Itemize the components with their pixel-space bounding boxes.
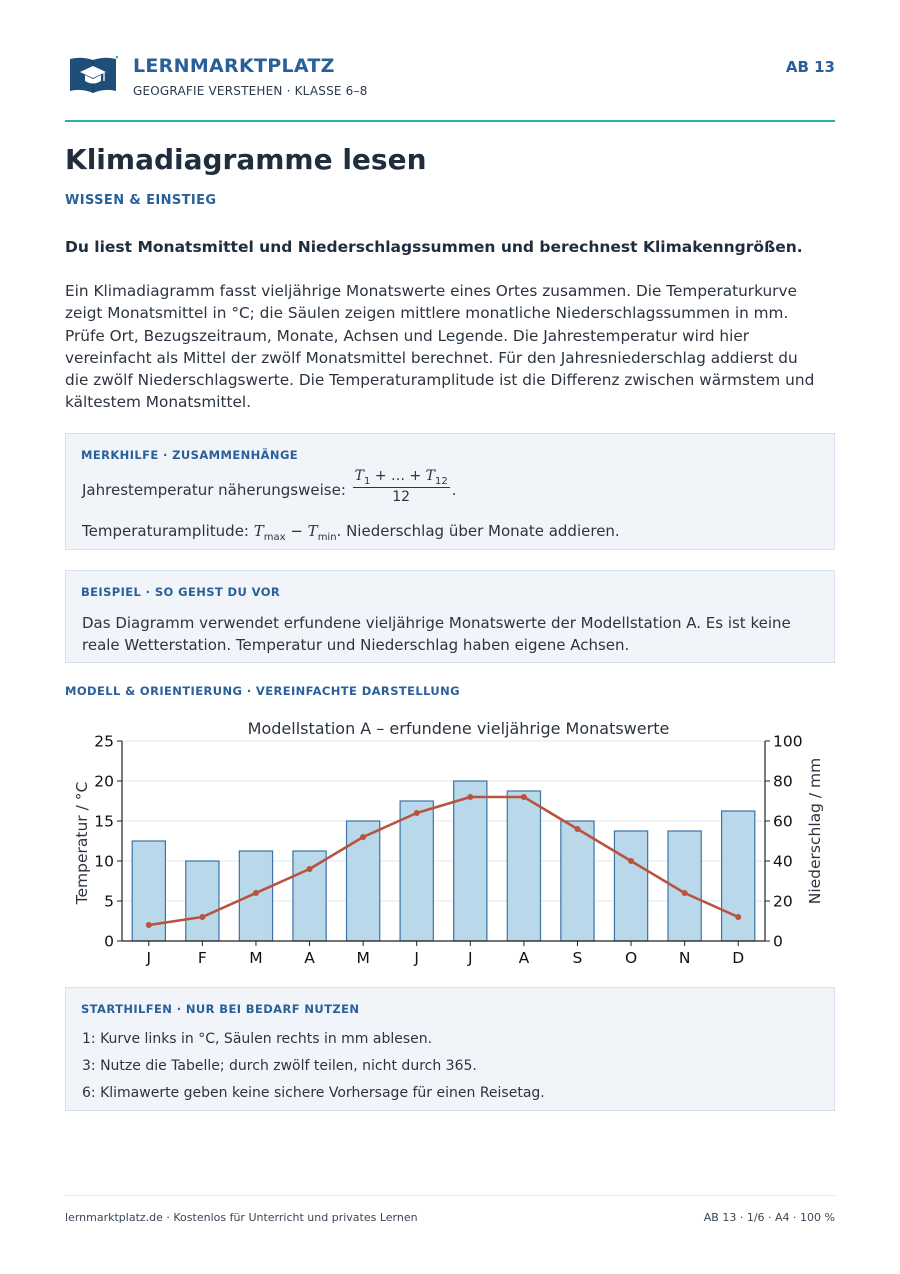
brand-name: LERNMARKTPLATZ bbox=[133, 55, 335, 77]
climate-chart bbox=[65, 712, 835, 972]
left-tick-label: 25 bbox=[94, 732, 114, 751]
temperature-point bbox=[735, 914, 741, 920]
fraction-numerator: $T_1$ + … + $T_{12}$ bbox=[354, 468, 448, 487]
merkhilfe-box bbox=[65, 433, 835, 550]
graduation-book-icon bbox=[68, 55, 118, 97]
temperature-point bbox=[682, 890, 688, 896]
x-tick-label: O bbox=[624, 949, 638, 967]
header-divider bbox=[65, 120, 835, 122]
x-tick-label: J bbox=[146, 949, 152, 967]
temperature-point bbox=[414, 810, 420, 816]
climate-chart-svg bbox=[65, 712, 835, 972]
beispiel-title: BEISPIEL · SO GEHST DU VOR bbox=[81, 585, 281, 599]
left-axis-label: Temperatur / °C bbox=[73, 781, 91, 905]
precipitation-bar bbox=[454, 781, 487, 941]
precipitation-bar bbox=[400, 801, 433, 941]
starthilfen-box bbox=[65, 987, 835, 1111]
right-tick-label: 0 bbox=[773, 932, 783, 951]
section-tag-model: MODELL & ORIENTIERUNG · VEREINFACHTE DARSTELLUNG bbox=[65, 684, 461, 698]
temperature-point bbox=[307, 866, 313, 872]
left-tick-label: 20 bbox=[94, 772, 114, 791]
beispiel-line: reale Wetterstation. Temperatur und Niederschlag haben eigene Achsen. bbox=[82, 636, 630, 654]
right-tick-label: 80 bbox=[773, 772, 793, 791]
beispiel-box bbox=[65, 570, 835, 663]
formula-label: Jahrestemperatur näherungsweise: bbox=[82, 480, 346, 499]
hint-item: 6: Klimawerte geben keine sichere Vorhersage für einen Reisetag. bbox=[82, 1085, 545, 1101]
temperature-point bbox=[146, 922, 152, 928]
right-axis-label: Niederschlag / mm bbox=[806, 757, 824, 905]
intro-line: zeigt Monatsmittel in °C; die Säulen zeigen mittlere monatliche Niederschlagssummen in mm. bbox=[65, 304, 789, 323]
fraction-denominator: 12 bbox=[392, 488, 411, 505]
starthilfen-title: STARTHILFEN · NUR BEI BEDARF NUTZEN bbox=[81, 1002, 360, 1016]
left-tick-label: 0 bbox=[104, 932, 114, 951]
footer-site-text: lernmarktplatz.de · Kostenlos für Unterricht und privates Lernen bbox=[65, 1211, 418, 1224]
precipitation-bar bbox=[507, 791, 540, 941]
footer-page-info: AB 13 · 1/6 · A4 · 100 % bbox=[703, 1211, 835, 1224]
footer-divider bbox=[65, 1195, 835, 1196]
x-tick-label: J bbox=[414, 949, 419, 967]
precipitation-bar bbox=[561, 821, 594, 941]
temperature-point bbox=[467, 794, 473, 800]
x-tick-label: S bbox=[572, 949, 583, 967]
intro-line: Ein Klimadiagramm fasst vieljährige Monatswerte eines Ortes zusammen. Die Temperaturkurve bbox=[65, 282, 797, 300]
merkhilfe-formula-line: Jahrestemperatur näherungsweise: $\frac{T_1 + \dots + T_{12}}{12}$ . bbox=[82, 468, 457, 505]
right-tick-label: 40 bbox=[773, 852, 793, 871]
right-tick-label: 100 bbox=[773, 732, 803, 751]
beispiel-line: Das Diagramm verwendet erfundene vieljährige Monatswerte der Modellstation A. Es ist keine bbox=[82, 614, 791, 632]
hint-item: 1: Kurve links in °C, Säulen rechts in mm ablesen. bbox=[82, 1031, 433, 1047]
x-tick-label: D bbox=[732, 949, 745, 967]
x-tick-label: A bbox=[304, 949, 315, 967]
temperature-point bbox=[628, 858, 634, 864]
x-tick-label: M bbox=[249, 949, 263, 967]
hint-item: 3: Nutze die Tabelle; durch zwölf teilen, nicht durch 365. bbox=[82, 1058, 477, 1074]
precipitation-bar bbox=[186, 861, 219, 941]
document-id: AB 13 bbox=[785, 58, 835, 76]
brand-subtitle: GEOGRAFIE VERSTEHEN · KLASSE 6–8 bbox=[133, 84, 368, 98]
intro-line: Prüfe Ort, Bezugszeitraum, Monate, Achsen und Legende. Die Jahrestemperatur wird hier bbox=[65, 326, 750, 345]
right-tick-label: 60 bbox=[773, 812, 793, 831]
page-header bbox=[65, 50, 835, 120]
intro-line: vereinfacht als Mittel der zwölf Monatsmittel berechnet. Für den Jahresniederschlag addierst du bbox=[65, 348, 798, 367]
intro-line: kältestem Monatsmittel. bbox=[65, 393, 252, 412]
x-tick-label: N bbox=[678, 949, 691, 967]
temperature-point bbox=[574, 826, 580, 832]
precipitation-bar bbox=[614, 831, 647, 941]
temperature-point bbox=[360, 834, 366, 840]
merkhilfe-title: MERKHILFE · ZUSAMMENHÄNGE bbox=[81, 448, 299, 462]
merkhilfe-amplitude-line: Temperaturamplitude: $T_{max} - T_{min}$. Niederschlag über Monate addieren. bbox=[82, 522, 620, 543]
temperature-point bbox=[199, 914, 205, 920]
intro-line: die zwölf Niederschlagswerte. Die Temperaturamplitude ist die Differenz zwischen wärmstem und bbox=[65, 371, 815, 390]
precipitation-bar bbox=[722, 811, 755, 941]
page-title: Klimadiagramme lesen bbox=[65, 143, 427, 176]
x-tick-label: F bbox=[197, 949, 207, 967]
section-tag-intro: WISSEN & EINSTIEG bbox=[65, 193, 217, 208]
intro-paragraph bbox=[65, 280, 835, 414]
left-tick-label: 5 bbox=[104, 892, 114, 911]
lead-sentence: Du liest Monatsmittel und Niederschlagssummen und berechnest Klimakenngrößen. bbox=[65, 238, 803, 256]
x-tick-label: M bbox=[356, 949, 370, 967]
right-tick-label: 20 bbox=[773, 892, 793, 911]
left-tick-label: 10 bbox=[94, 852, 114, 871]
chart-title: Modellstation A – erfundene vieljährige Monatswerte bbox=[247, 719, 670, 738]
x-tick-label: A bbox=[518, 949, 530, 967]
left-tick-label: 15 bbox=[94, 812, 114, 831]
x-tick-label: J bbox=[468, 949, 473, 967]
temperature-point bbox=[253, 890, 259, 896]
annual-temperature-fraction bbox=[353, 468, 450, 505]
temperature-point bbox=[521, 794, 527, 800]
precipitation-bar bbox=[293, 851, 326, 941]
